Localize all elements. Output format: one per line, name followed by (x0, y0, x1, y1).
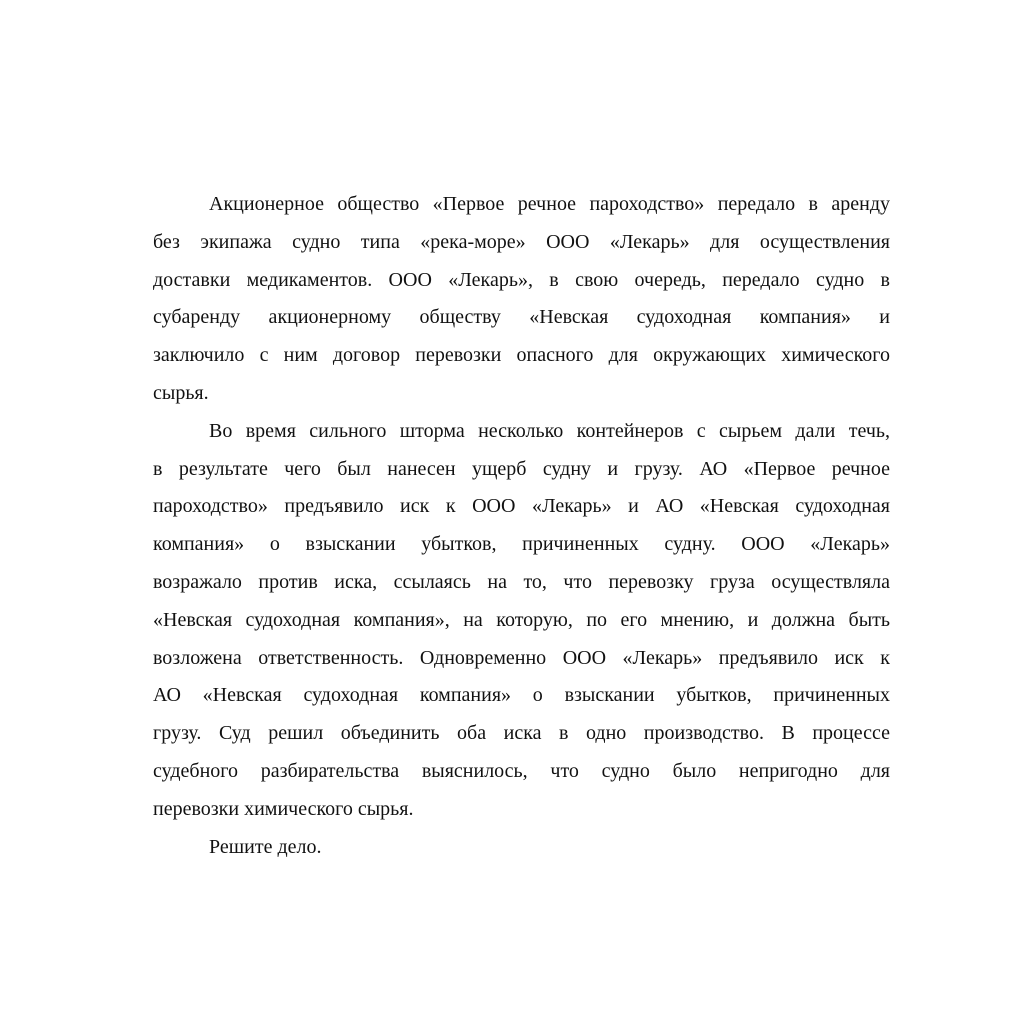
paragraph-case-facts (153, 186, 890, 413)
task-instruction: Решите дело. (209, 835, 322, 858)
text-line: Акционерное общество «Первое речное пароходство» передало в аренду (209, 193, 890, 215)
text-line: субаренду акционерному обществу «Невская судоходная компания» и (153, 306, 890, 329)
text-line: судебного разбирательства выяснилось, что судно было непригодно для (153, 759, 890, 782)
text-line: без экипажа судно типа «река-море» ООО «Лекарь» для осуществления (153, 230, 890, 253)
text-line: в результате чего был нанесен ущерб судну и грузу. АО «Первое речное (153, 457, 890, 480)
paragraph-dispute (153, 413, 890, 829)
document-page (153, 186, 890, 866)
text-line: заключило с ним договор перевозки опасного для окружающих химического (153, 344, 890, 367)
text-line: перевозки химического сырья. (153, 797, 414, 820)
text-line: доставки медикаментов. ООО «Лекарь», в свою очередь, передало судно в (153, 268, 890, 291)
text-line: «Невская судоходная компания», на которую, по его мнению, и должна быть (153, 608, 890, 631)
text-line: Во время сильного шторма несколько контейнеров с сырьем дали течь, (209, 419, 890, 442)
text-line: возложена ответственность. Одновременно ООО «Лекарь» предъявило иск к (153, 646, 890, 669)
text-line: сырья. (153, 381, 209, 404)
text-line: компания» о взыскании убытков, причиненных судну. ООО «Лекарь» (153, 533, 890, 556)
text-line: возражало против иска, ссылаясь на то, что перевозку груза осуществляла (153, 570, 890, 593)
text-line: грузу. Суд решил объединить оба иска в одно производство. В процессе (153, 722, 890, 745)
paragraph-task (153, 829, 890, 867)
text-line: пароходство» предъявило иск к ООО «Лекарь» и АО «Невская судоходная (153, 495, 890, 518)
text-line: АО «Невская судоходная компания» о взыскании убытков, причиненных (153, 684, 890, 707)
